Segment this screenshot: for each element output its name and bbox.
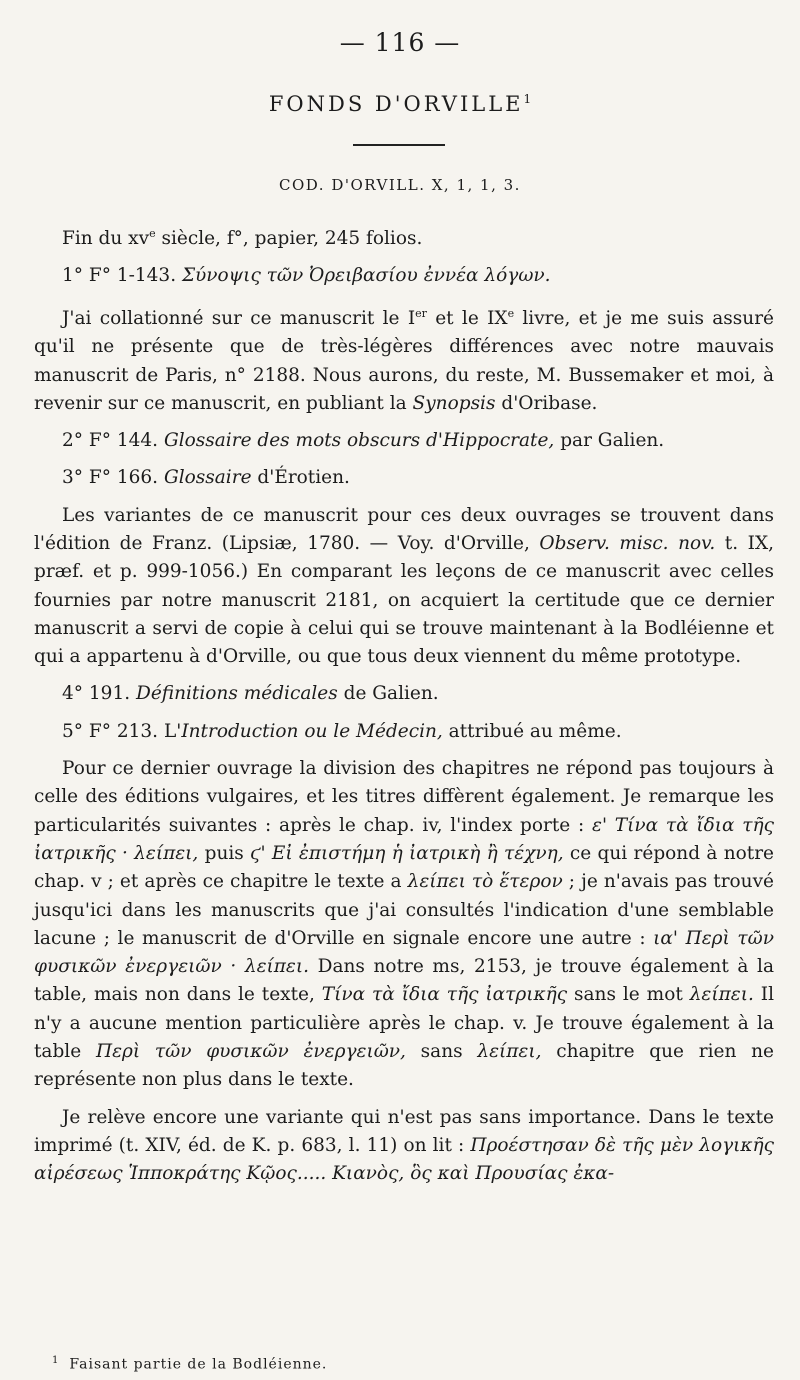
paragraph-item-1-text xyxy=(34,300,774,418)
paragraph-item-5-text xyxy=(34,755,774,1095)
text-run: ce qui répond à notre chap. v ; et après ce chapitre le texte a xyxy=(34,842,774,893)
title-divider xyxy=(353,144,445,146)
footnote-text: Faisant partie de la Bodléienne. xyxy=(69,1356,328,1373)
text-run: sans xyxy=(405,1041,478,1063)
italic-text: ε' Τίνα τὰ ἴδια τῆς ἰατρικῆς · λείπει, xyxy=(34,814,774,864)
superscript: e xyxy=(507,306,515,320)
italic-text: λείπει, xyxy=(477,1041,542,1063)
codex-reference: COD. D'ORVILL. X, 1, 1, 3. xyxy=(279,176,521,194)
text-run: d'Érotien. xyxy=(251,467,350,489)
text-run: t. IX, præf. et p. 999-1056.) En comparant les leçons de ce manuscrit avec celles fournies par notre manuscrit 2181, on acquiert la certitude que ce dernier manuscrit a servi de copie à celui qui se trouve maintenant à la Bodléienne et qui a appartenu à d'Orville, ou que tous deux viennent du même prototype. xyxy=(34,532,775,668)
paragraph-item-4 xyxy=(34,680,774,708)
text-run: par Galien. xyxy=(554,430,665,452)
body-text xyxy=(34,220,774,1198)
text-run: Il n'y a aucune mention particulière après le chap. v. Je trouve également à la table xyxy=(34,984,774,1063)
italic-text: ια' Περὶ τῶν φυσικῶν ἐνεργειῶν · λείπει. xyxy=(34,927,774,978)
italic-text: Synopsis xyxy=(412,392,496,414)
paragraph-description xyxy=(34,220,774,253)
italic-text: Περὶ τῶν φυσικῶν ἐνεργειῶν, xyxy=(95,1041,406,1063)
title-footnote-ref: 1 xyxy=(523,92,532,106)
superscript: e xyxy=(149,227,156,240)
paragraph-item-2 xyxy=(34,427,774,455)
italic-text: λείπει. xyxy=(689,984,754,1006)
italic-text: λείπει τὸ ἕτερον xyxy=(407,871,563,893)
text-run: Dans notre ms, 2153, je trouve également à la table, mais non dans le texte, xyxy=(34,956,774,1006)
paragraph-variantes xyxy=(34,502,774,672)
footnote xyxy=(52,1355,752,1373)
title-text: FONDS D'ORVILLE xyxy=(268,92,524,116)
text-run: chapitre que rien ne représente non plus dans le texte. xyxy=(34,1041,774,1091)
text-run: Les variantes de ce manuscrit pour ces deux ouvrages se trouvent dans l'édition de Franz. (Lipsiæ, 1780. — Voy. d'Orville, xyxy=(34,504,774,554)
italic-text: Glossaire xyxy=(163,467,252,489)
page-title xyxy=(0,92,800,116)
italic-text: Glossaire des mots obscurs d'Hippocrate, xyxy=(163,430,555,452)
text-run: et le IX xyxy=(426,307,508,329)
paragraph-item-5 xyxy=(34,718,774,746)
text-run: ; je n'avais pas trouvé jusqu'ici dans les manuscrits que j'ai consultés l'indication d'une semblable lacune ; le manuscrit de d'Orville en signale encore une autre : xyxy=(34,871,774,949)
footnote-ref: 1 xyxy=(52,1355,60,1366)
text-run: 4° 191. xyxy=(62,683,136,705)
text-run: sans le mot xyxy=(567,984,690,1006)
italic-text: ϛ' Εἰ ἐπιστήμη ἡ ἰατρικὴ ἢ τέχνη, xyxy=(250,842,564,864)
italic-text: Définitions médicales xyxy=(135,683,338,705)
paragraph-variante-final xyxy=(34,1104,774,1189)
italic-text: Observ. misc. nov. xyxy=(539,532,716,554)
superscript: er xyxy=(415,306,427,320)
text-run: Pour ce dernier ouvrage la division des chapitres ne répond pas toujours à celle des éditions vulgaires, et les titres diffèrent également. Je remarque les particularités suivantes : après le chap. iv, l'index porte : xyxy=(34,758,774,836)
italic-text: Σύνοψις τῶν Ὀρειβασίου ἐννέα λόγων. xyxy=(181,265,551,287)
text-run: 3° F° 166. xyxy=(62,467,164,489)
text-run: livre, et je me suis assuré qu'il ne présente que de très-légères différences avec notre mauvais manuscrit de Paris, n° 2188. Nous aurons, du reste, M. Bussemaker et moi, à revenir sur ce manuscrit, en publiant la xyxy=(34,307,774,414)
text-run: 5° F° 213. L' xyxy=(62,720,182,742)
text-run: Je relève encore une variante qui n'est pas sans importance. Dans le texte imprimé (t. XIV, éd. de K. p. 683, l. 11) on lit : xyxy=(34,1106,774,1156)
text-run: puis xyxy=(198,842,251,864)
text-run: d'Oribase. xyxy=(495,392,598,414)
text-run: de Galien. xyxy=(337,683,439,705)
italic-text: Προέστησαν δὲ τῆς μὲν λογικῆς αἱρέσεως Ἱπποκράτης Κῷος..... Κιανὸς, ὃς καὶ Προυσίας ἐκα- xyxy=(34,1134,774,1185)
text-run: 2° F° 144. xyxy=(62,430,164,452)
italic-text: Τίνα τὰ ἴδια τῆς ἰατρικῆς xyxy=(321,984,568,1006)
italic-text: Introduction ou le Médecin, xyxy=(181,720,443,742)
paragraph-item-1 xyxy=(34,262,774,290)
text-run: Fin du xv xyxy=(62,228,150,250)
text-run: 1° F° 1-143. xyxy=(62,265,182,287)
paragraph-item-3 xyxy=(34,464,774,492)
text-run: siècle, f°, papier, 245 folios. xyxy=(155,228,423,250)
text-run: J'ai collationné sur ce manuscrit le I xyxy=(62,307,416,329)
text-run: attribué au même. xyxy=(442,720,622,742)
page-number: — 116 — xyxy=(339,28,461,57)
